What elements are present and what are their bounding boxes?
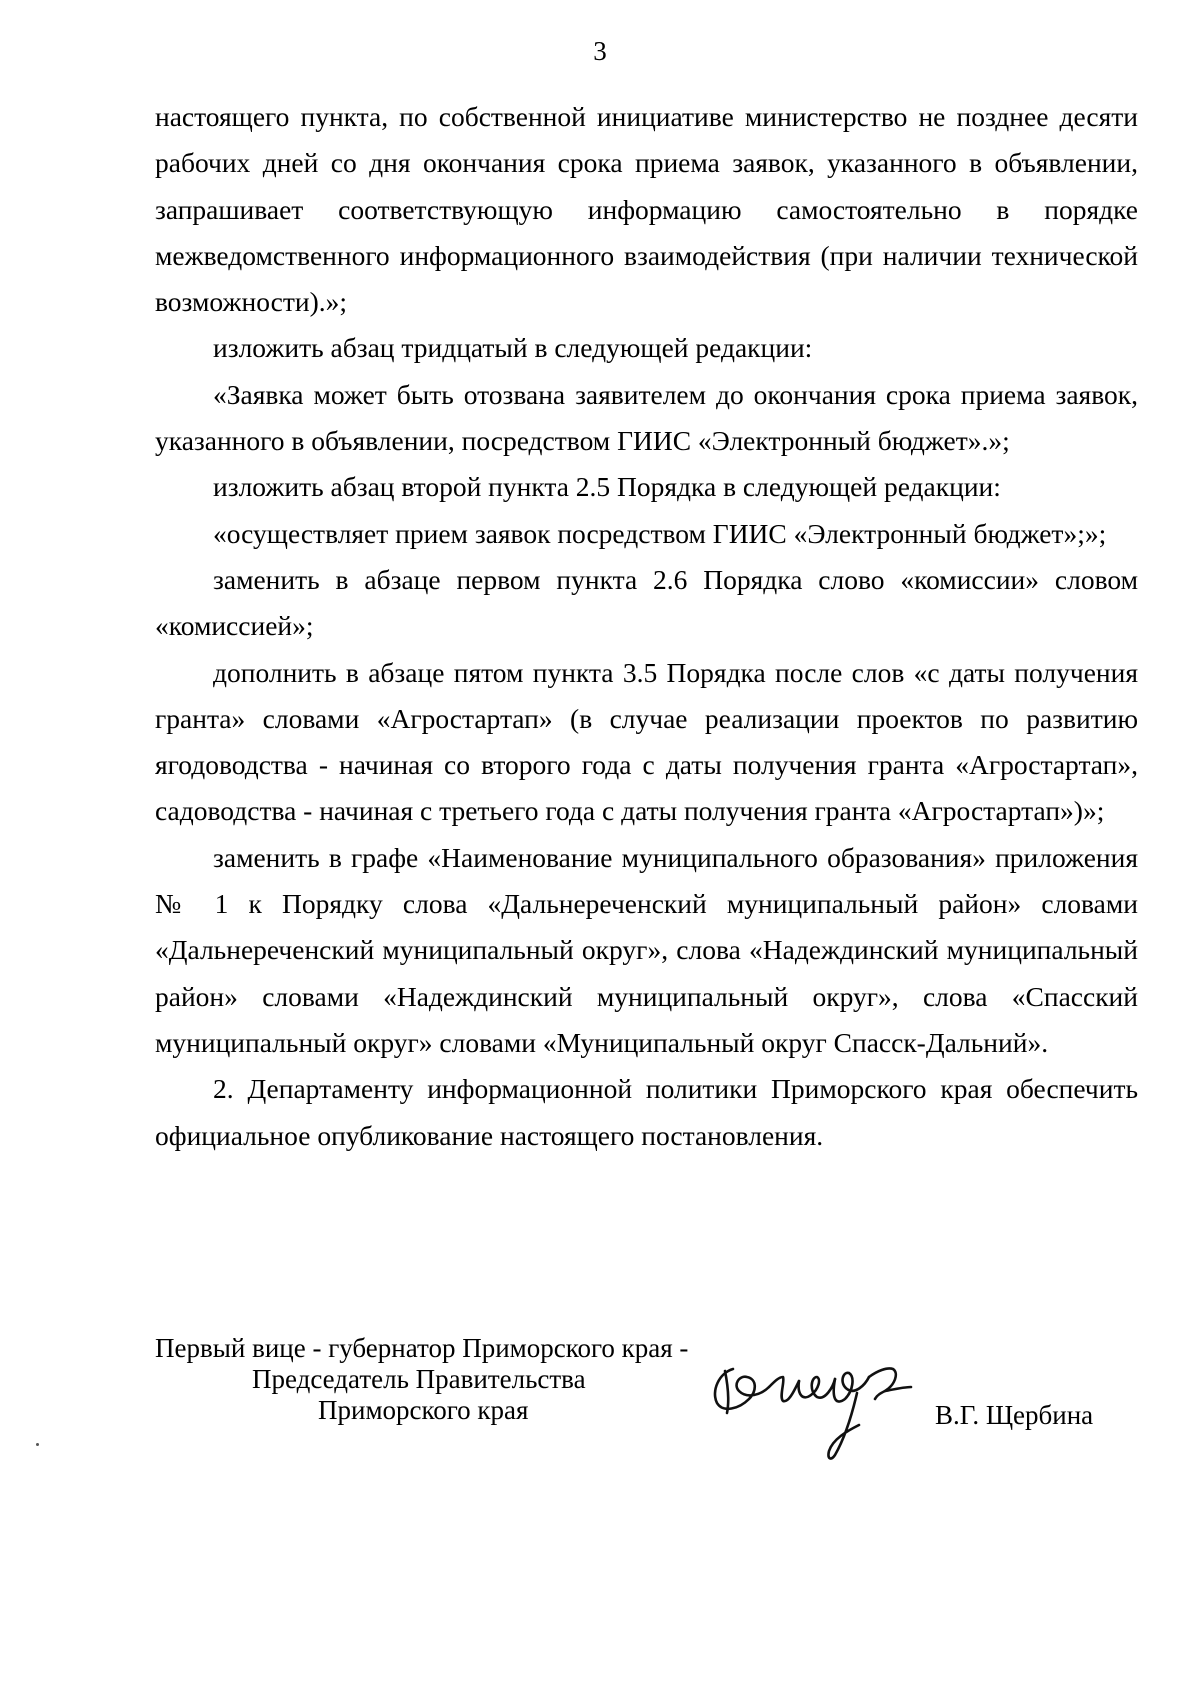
paragraph-amend-appendix-1: заменить в графе «Наименование муниципального образования» приложения № 1 к Порядку слова «Дальнереченский муниципальный район» словами «Дальнереченский муниципальный округ», слова «Надеждинский муниципальный район» словами «Надеждинский муниципальный округ», слова «Спасский муниципальный округ» словами «Муниципальный округ Спасск-Дальний». (155, 841, 1138, 1058)
page-number: 3 (593, 36, 607, 66)
paragraph-quote-priem: «осуществляет прием заявок посредством ГИИС «Электронный бюджет»;»; (213, 517, 1107, 549)
signatory-name: В.Г. Щербина (935, 1400, 1094, 1430)
paragraph-amend-3-5: дополнить в абзаце пятом пункта 3.5 Порядка после слов «с даты получения гранта» словами «Агростартап» (в случае реализации проектов по развитию ягодоводства - начиная со второго года с даты получения гранта «Агростартап», садоводства - начиная с третьего года с даты получения гранта «Агростартап»)»; (155, 656, 1138, 827)
signatory-position-line-3: Приморского края (318, 1395, 529, 1425)
paragraph-amend-2-6: заменить в абзаце первом пункта 2.6 Порядка слово «комиссии» словом «комиссией»; (155, 563, 1138, 642)
paragraph-amend-2-5: изложить абзац второй пункта 2.5 Порядка в следующей редакции: (213, 471, 1001, 503)
signatory-position-line-1: Первый вице - губернатор Приморского края - (155, 1333, 689, 1363)
scan-speck (36, 1443, 39, 1446)
paragraph-quote-zayavka: «Заявка может быть отозвана заявителем до окончания срока приема заявок, указанного в объявлении, посредством ГИИС «Электронный бюджет».»; (155, 378, 1138, 457)
paragraph-continuation: настоящего пункта, по собственной инициативе министерство не позднее десяти рабочих дней со дня окончания срока приема заявок, указанного в объявлении, запрашивает соответствующую информацию самостоятельно в порядке межведомственного информационного взаимодействия (при наличии технической возможности).»; (155, 101, 1138, 318)
signature-block (155, 1333, 1138, 1493)
document-body (155, 94, 1138, 1159)
handwritten-signature (699, 1341, 919, 1471)
signatory-position-line-2: Председатель Правительства (252, 1364, 586, 1394)
paragraph-publication: 2. Департаменту информационной политики Приморского края обеспечить официальное опубликование настоящего постановления. (155, 1073, 1138, 1151)
paragraph-amend-abzac-30: изложить абзац тридцатый в следующей редакции: (213, 332, 813, 364)
